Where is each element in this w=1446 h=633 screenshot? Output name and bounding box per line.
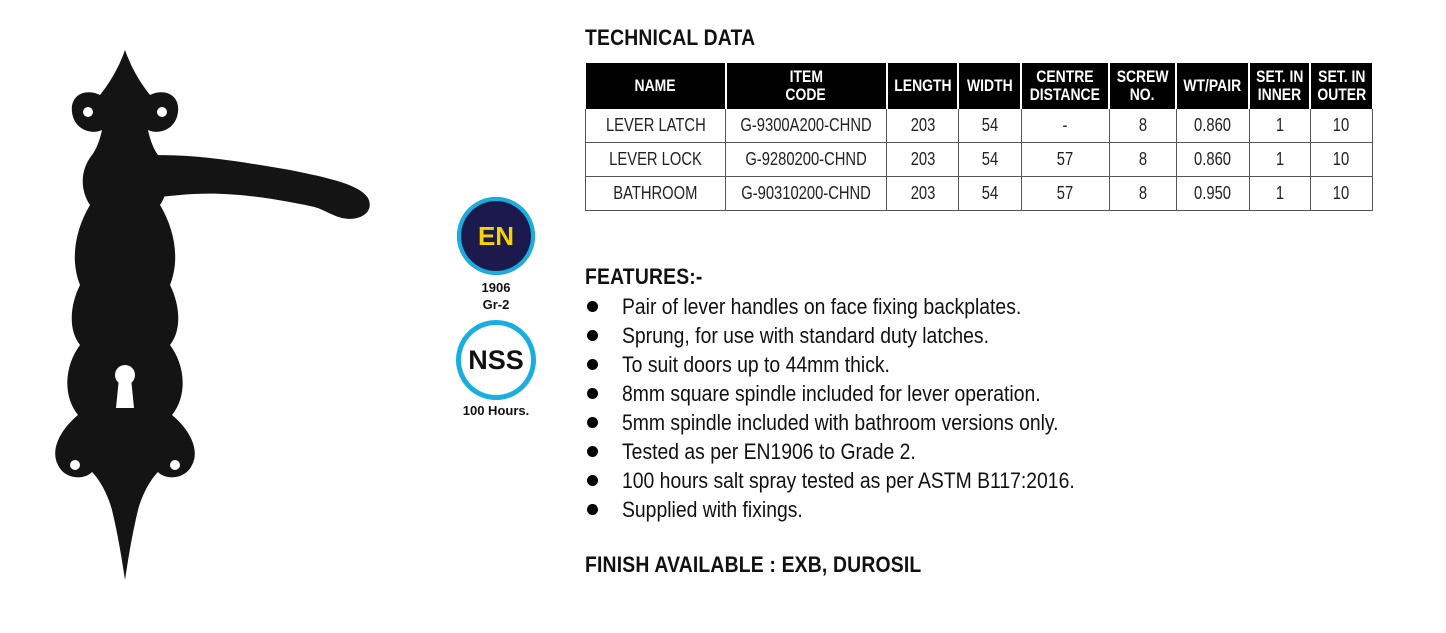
table-cell: G-90310200-CHND	[726, 177, 887, 211]
table-cell: 0.860	[1176, 143, 1249, 177]
bullet-icon	[587, 388, 598, 399]
technical-data-heading: TECHNICAL DATA	[585, 25, 756, 50]
list-item: To suit doors up to 44mm thick.	[587, 350, 1136, 379]
table-cell: 8	[1109, 177, 1176, 211]
table-cell: 1	[1249, 177, 1310, 211]
table-cell: 203	[887, 109, 959, 143]
table-cell: 203	[887, 177, 959, 211]
nss-certification-badge	[456, 320, 536, 400]
table-row	[586, 177, 1373, 211]
col-header-length: LENGTH	[887, 63, 959, 109]
features-heading: FEATURES:-	[585, 264, 703, 289]
bullet-icon	[587, 359, 598, 370]
list-item: 100 hours salt spray tested as per ASTM B117:2016.	[587, 466, 1136, 495]
table-cell: 10	[1310, 109, 1372, 143]
col-header-width: WIDTH	[958, 63, 1021, 109]
bullet-icon	[587, 301, 598, 312]
en-grade: Gr-2	[482, 297, 510, 312]
table-cell: 54	[958, 177, 1021, 211]
col-header-screw-no: SCREW NO.	[1109, 63, 1176, 109]
col-header-set-outer: SET. IN OUTER	[1310, 63, 1372, 109]
col-header-name: NAME	[586, 63, 726, 109]
bullet-icon	[587, 417, 598, 428]
bullet-icon	[587, 504, 598, 515]
list-item: 8mm square spindle included for lever operation.	[587, 379, 1136, 408]
bullet-icon	[587, 475, 598, 486]
table-cell: 8	[1109, 143, 1176, 177]
table-cell: 8	[1109, 109, 1176, 143]
table-cell: 57	[1021, 143, 1109, 177]
table-header-row	[586, 63, 1373, 109]
table-cell: 10	[1310, 177, 1372, 211]
nss-duration-caption: 100 Hours.	[462, 403, 530, 418]
features-list	[587, 292, 1136, 524]
table-cell: 0.860	[1176, 109, 1249, 143]
table-row	[586, 109, 1373, 143]
list-item: 5mm spindle included with bathroom versions only.	[587, 408, 1136, 437]
table-cell: LEVER LOCK	[586, 143, 726, 177]
table-cell: 57	[1021, 177, 1109, 211]
col-header-item-code: ITEM CODE	[726, 63, 887, 109]
list-item: Pair of lever handles on face fixing backplates.	[587, 292, 1136, 321]
table-cell: -	[1021, 109, 1109, 143]
finish-available-text: FINISH AVAILABLE : EXB, DUROSIL	[585, 552, 922, 577]
list-item: Tested as per EN1906 to Grade 2.	[587, 437, 1136, 466]
table-cell: 203	[887, 143, 959, 177]
bullet-icon	[587, 446, 598, 457]
en-badge-label: EN	[477, 220, 515, 251]
table-cell: G-9280200-CHND	[726, 143, 887, 177]
table-row	[586, 143, 1373, 177]
table-cell: G-9300A200-CHND	[726, 109, 887, 143]
table-cell: 1	[1249, 109, 1310, 143]
lever-handle-product-image	[30, 40, 380, 585]
table-cell: 54	[958, 143, 1021, 177]
table-cell: 10	[1310, 143, 1372, 177]
bullet-icon	[587, 330, 598, 341]
technical-data-table	[585, 63, 1373, 211]
col-header-centre-distance: CENTRE DISTANCE	[1021, 63, 1109, 109]
nss-badge-label: NSS	[468, 344, 524, 375]
table-cell: BATHROOM	[586, 177, 726, 211]
table-cell: 0.950	[1176, 177, 1249, 211]
table-cell: 54	[958, 109, 1021, 143]
list-item: Sprung, for use with standard duty latches.	[587, 321, 1136, 350]
table-cell: 1	[1249, 143, 1310, 177]
list-item: Supplied with fixings.	[587, 495, 1136, 524]
en-certification-badge	[457, 197, 535, 275]
en-standard-number: 1906	[481, 280, 511, 295]
col-header-set-inner: SET. IN INNER	[1249, 63, 1310, 109]
table-cell: LEVER LATCH	[586, 109, 726, 143]
col-header-wt-pair: WT/PAIR	[1176, 63, 1249, 109]
